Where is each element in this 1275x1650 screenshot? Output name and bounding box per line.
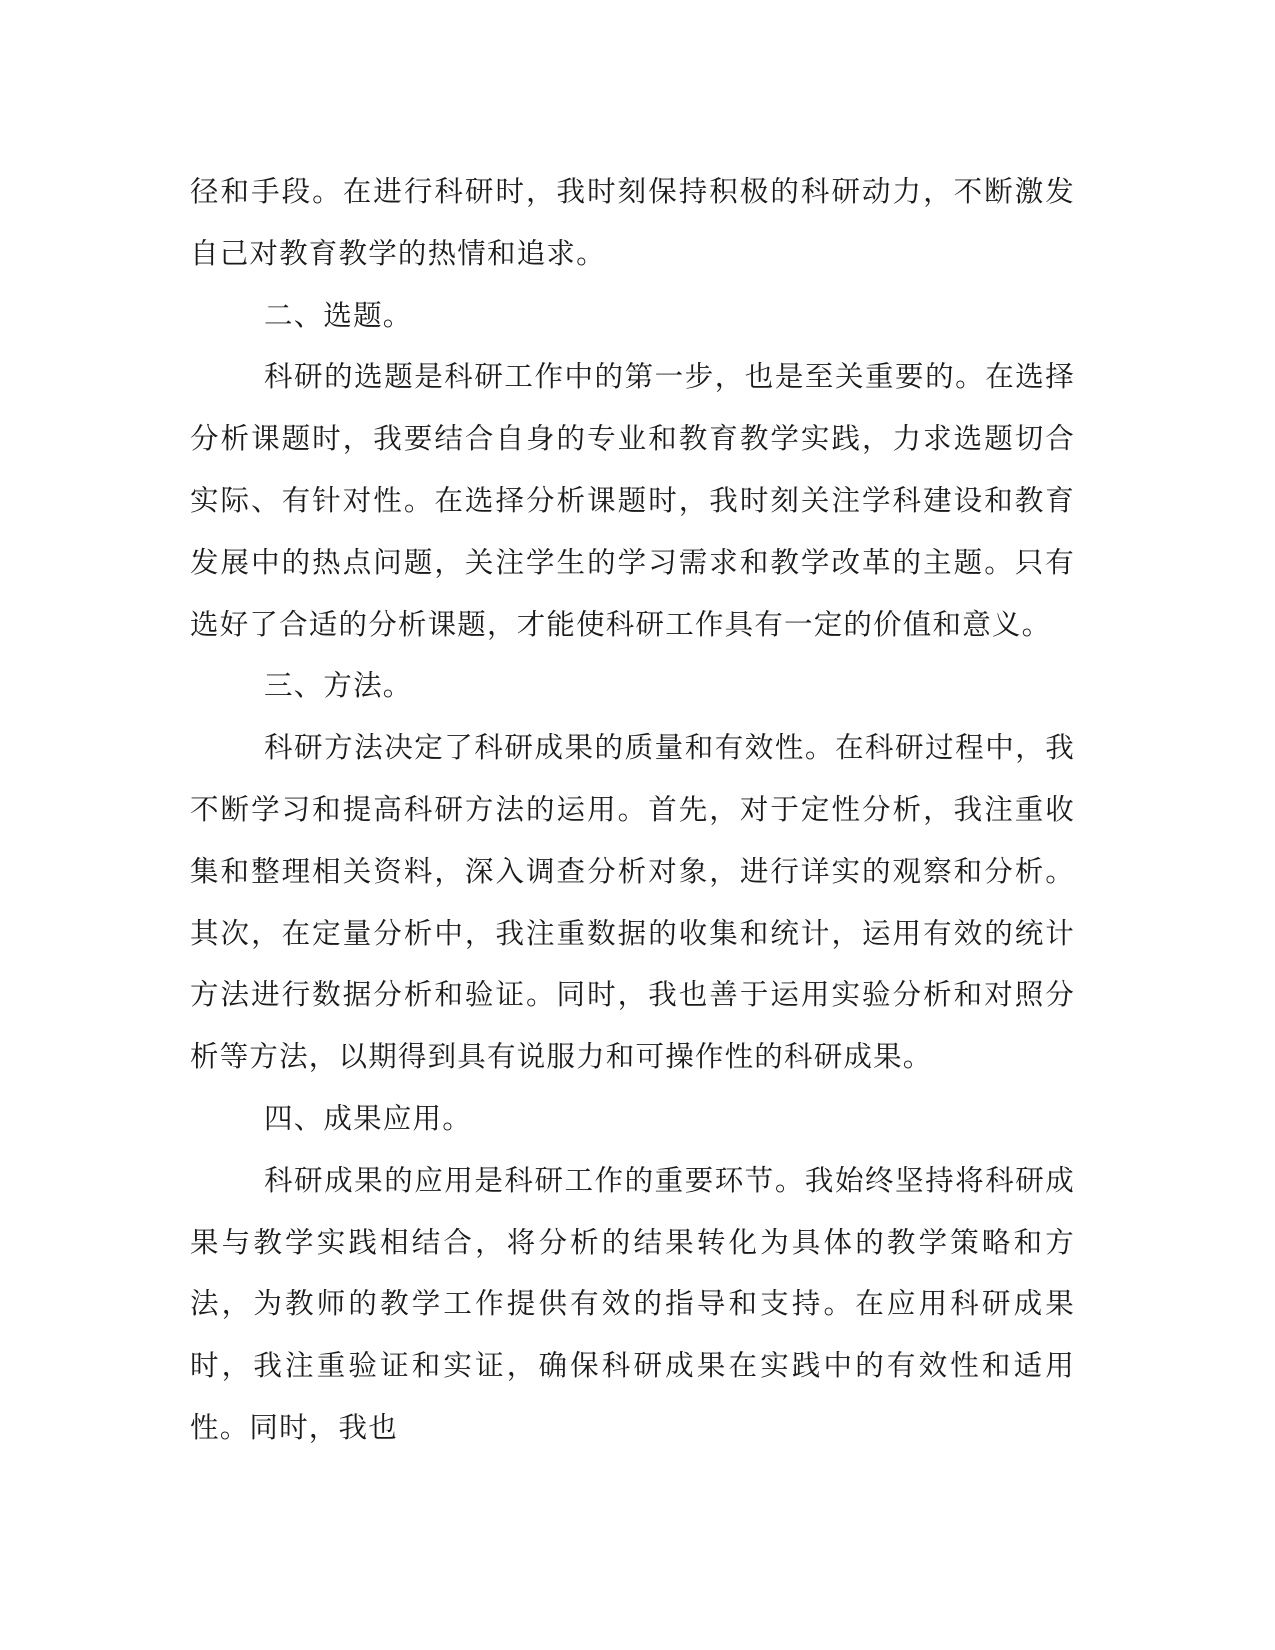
section-heading-methods: 三、方法。 bbox=[264, 669, 413, 703]
section-heading-topic-selection: 二、选题。 bbox=[264, 298, 413, 332]
document-body bbox=[190, 161, 1075, 1459]
paragraph-results-application: 科研成果的应用是科研工作的重要环节。我始终坚持将科研成果与教学实践相结合，将分析的结果转化为具体的教学策略和方法，为教师的教学工作提供有效的指导和支持。在应用科研成果时，我注重验证和实证，确保科研成果在实践中的有效性和适用性。同时，我也 bbox=[190, 1163, 1075, 1444]
paragraph-topic-selection: 科研的选题是科研工作中的第一步，也是至关重要的。在选择分析课题时，我要结合自身的专业和教育教学实践，力求选题切合实际、有针对性。在选择分析课题时，我时刻关注学科建设和教育发展中的热点问题，关注学生的学习需求和教学改革的主题。只有选好了合适的分析课题，才能使科研工作具有一定的价值和意义。 bbox=[190, 360, 1075, 641]
paragraph-continuation: 径和手段。在进行科研时，我时刻保持积极的科研动力，不断激发自己对教育教学的热情和追求。 bbox=[190, 175, 1075, 270]
section-heading-results-application: 四、成果应用。 bbox=[264, 1101, 472, 1135]
paragraph-methods: 科研方法决定了科研成果的质量和有效性。在科研过程中，我不断学习和提高科研方法的运用。首先，对于定性分析，我注重收集和整理相关资料，深入调查分析对象，进行详实的观察和分析。其次，在定量分析中，我注重数据的收集和统计，运用有效的统计方法进行数据分析和验证。同时，我也善于运用实验分析和对照分析等方法，以期得到具有说服力和可操作性的科研成果。 bbox=[190, 731, 1075, 1074]
